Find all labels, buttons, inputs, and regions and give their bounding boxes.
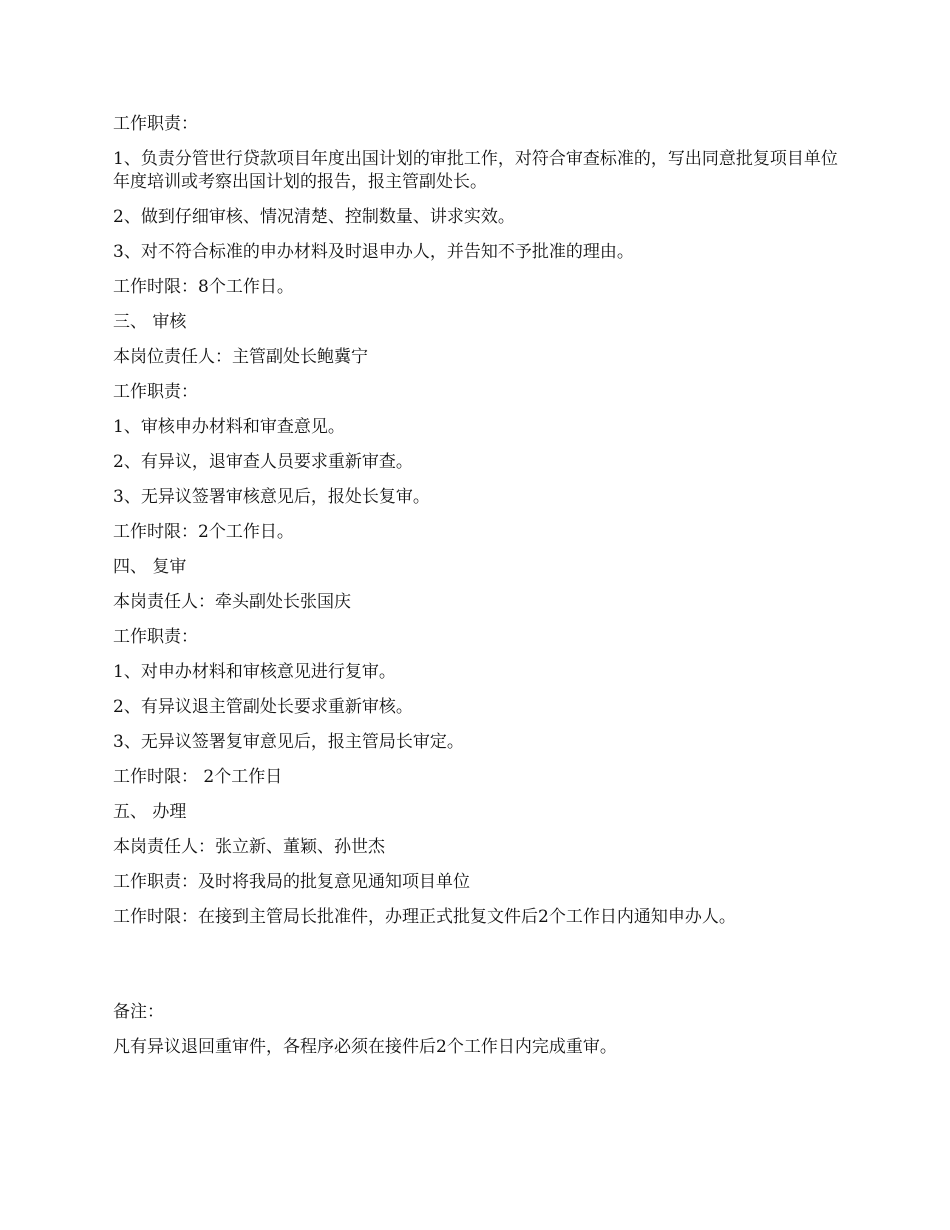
time-limit: 工作时限：在接到主管局长批准件，办理正式批复文件后2个工作日内通知申办人。: [113, 907, 736, 927]
duty-item-1: 1、对申办材料和审核意见进行复审。: [113, 662, 396, 682]
duties-heading: 工作职责：: [113, 627, 198, 647]
section-heading-handle: 五、 办理: [113, 802, 187, 822]
spacer: [113, 941, 843, 1001]
duty-item-3: 3、无异议签署复审意见后，报主管局长审定。: [113, 732, 464, 752]
duty-item-3: 3、对不符合标准的申办材料及时退申办人，并告知不予批准的理由。: [113, 242, 634, 262]
notes-text: 凡有异议退回重审件，各程序必须在接件后2个工作日内完成重审。: [113, 1037, 617, 1057]
document-page: [113, 113, 843, 1071]
duties-heading: 工作职责：: [113, 114, 198, 134]
responsible-person: 本岗责任人：张立新、董颖、孙世杰: [113, 837, 385, 857]
duties-line: 工作职责：及时将我局的批复意见通知项目单位: [113, 872, 470, 892]
section-heading-review: 三、 审核: [113, 312, 187, 332]
duty-item-2: 2、有异议退主管副处长要求重新审核。: [113, 697, 413, 717]
duty-item-1: 1、审核申办材料和审查意见。: [113, 417, 345, 437]
duty-item-1: 1、负责分管世行贷款项目年度出国计划的审批工作，对符合审查标准的，写出同意批复项目单位年度培训或考察出国计划的报告，报主管副处长。: [113, 149, 838, 192]
duty-item-2: 2、做到仔细审核、情况清楚、控制数量、讲求实效。: [113, 207, 515, 227]
time-limit: 工作时限：8个工作日。: [113, 277, 294, 297]
duty-item-2: 2、有异议，退审查人员要求重新审查。: [113, 452, 413, 472]
responsible-person: 本岗位责任人：主管副处长鲍冀宁: [113, 347, 368, 367]
time-limit: 工作时限： 2个工作日: [113, 767, 283, 787]
duty-item-3: 3、无异议签署审核意见后，报处长复审。: [113, 487, 430, 507]
duties-heading: 工作职责：: [113, 382, 198, 402]
section-heading-recheck: 四、 复审: [113, 557, 187, 577]
notes-label: 备注：: [113, 1002, 164, 1022]
time-limit: 工作时限：2个工作日。: [113, 522, 294, 542]
responsible-person: 本岗责任人：牵头副处长张国庆: [113, 592, 351, 612]
